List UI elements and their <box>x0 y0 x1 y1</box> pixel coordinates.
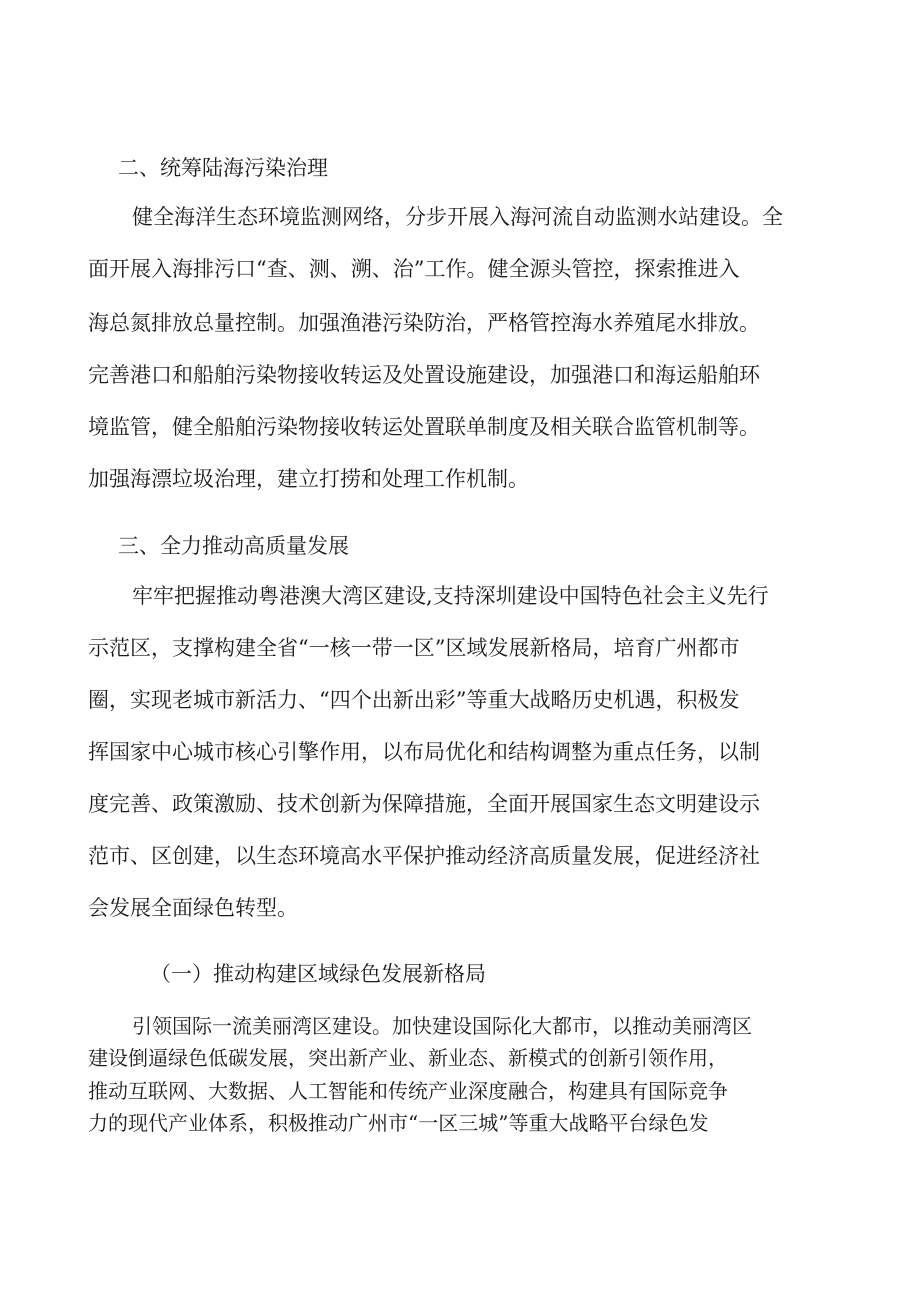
paragraph-line: 引领国际一流美丽湾区建设。加快建设国际化大都市，以推动美丽湾区 <box>132 1014 752 1038</box>
paragraph-line: 力的现代产业体系，积极推动广州市“一区三城”等重大战略平台绿色发 <box>88 1111 709 1135</box>
paragraph-line: 会发展全面绿色转型。 <box>88 896 298 920</box>
paragraph-line: 面开展入海排污口“查、测、溯、治”工作。健全源头管控，探索推进入 <box>88 257 740 281</box>
section-heading: 三、全力推动高质量发展 <box>118 534 349 558</box>
section-heading: 二、统筹陆海污染治理 <box>118 156 328 180</box>
paragraph-line: 境监管，健全船舶污染物接收转运处置联单制度及相关联合监管机制等。 <box>88 415 760 439</box>
paragraph-line: 健全海洋生态环境监测网络，分步开展入海河流自动监测水站建设。全 <box>132 205 783 229</box>
subsection-heading: （一）推动构建区域绿色发展新格局 <box>150 962 486 986</box>
paragraph-line: 推动互联网、大数据、人工智能和传统产业深度融合，构建具有国际竞争 <box>88 1079 728 1103</box>
paragraph-line: 完善港口和船舶污染物接收转运及处置设施建设，加强港口和海运船舶环 <box>88 363 760 387</box>
paragraph-line: 加强海漂垃圾治理，建立打捞和处理工作机制。 <box>88 467 529 491</box>
paragraph-line: 牢牢把握推动粤港澳大湾区建设,支持深圳建设中国特色社会主义先行 <box>132 584 769 608</box>
paragraph-line: 圈，实现老城市新活力、“四个出新出彩”等重大战略历史机遇，积极发 <box>88 688 740 712</box>
paragraph-line: 海总氮排放总量控制。加强渔港污染防治，严格管控海水养殖尾水排放。 <box>88 311 760 335</box>
paragraph-line: 挥国家中心城市核心引擎作用，以布局优化和结构调整为重点任务，以制 <box>88 740 760 764</box>
paragraph-line: 范市、区创建，以生态环境高水平保护推动经济高质量发展，促进经济社 <box>88 844 760 868</box>
paragraph-line: 示范区，支撑构建全省“一核一带一区”区域发展新格局，培育广州都市 <box>88 636 740 660</box>
paragraph-line: 建设倒逼绿色低碳发展，突出新产业、新业态、新模式的创新引领作用， <box>88 1046 728 1070</box>
paragraph-line: 度完善、政策激励、技术创新为保障措施，全面开展国家生态文明建设示 <box>88 792 760 816</box>
